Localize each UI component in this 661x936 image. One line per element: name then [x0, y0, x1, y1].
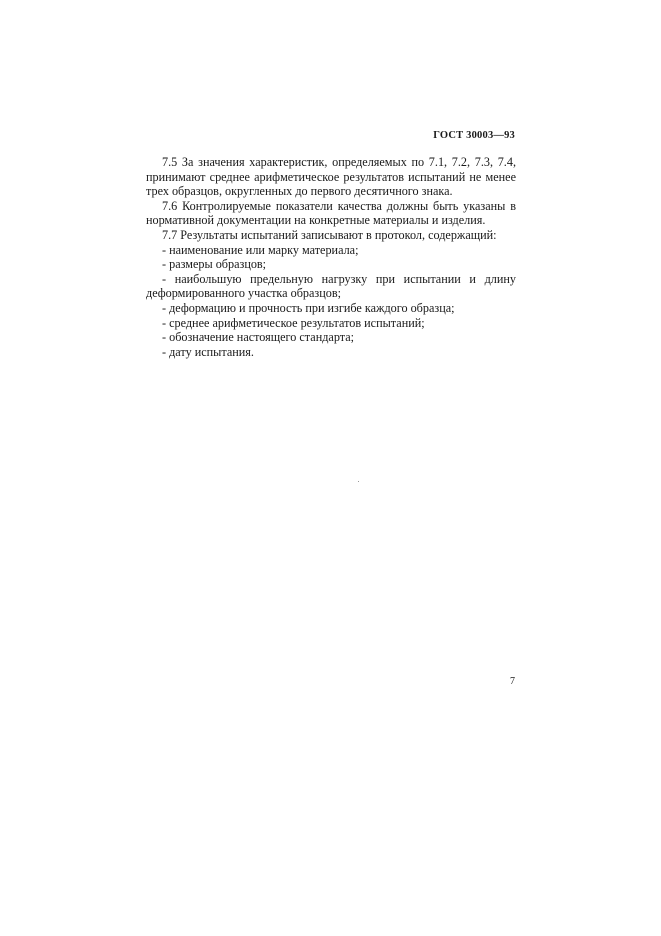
document-body	[146, 155, 516, 359]
list-item: - наименование или марку материала;	[162, 242, 359, 257]
list-item: - размеры образцов;	[162, 257, 267, 272]
list-item: - дату испытания.	[162, 344, 254, 359]
page-number: 7	[510, 676, 515, 687]
standard-header: ГОСТ 30003—93	[433, 130, 515, 141]
paragraph-7-6: 7.6 Контролируемые показатели качества должны быть указаны в нормативной документации на конкретные материалы и изделия.	[146, 198, 516, 228]
list-item: - наибольшую предельную нагрузку при испытании и длину деформированного участка образцов;	[146, 271, 516, 301]
list-item: - обозначение настоящего стандарта;	[162, 330, 355, 345]
scan-speck	[358, 481, 359, 482]
list-item: - деформацию и прочность при изгибе каждого образца;	[162, 300, 455, 315]
list-item: - среднее арифметическое результатов испытаний;	[162, 315, 425, 330]
paragraph-7-7: 7.7 Результаты испытаний записывают в протокол, содержащий:	[162, 227, 497, 242]
paragraph-7-5: 7.5 За значения характеристик, определяемых по 7.1, 7.2, 7.3, 7.4, принимают среднее арифметическое результатов испытаний не менее трех образцов, округленных до первого десятичного знака.	[146, 155, 516, 199]
protocol-items-list	[146, 243, 516, 360]
